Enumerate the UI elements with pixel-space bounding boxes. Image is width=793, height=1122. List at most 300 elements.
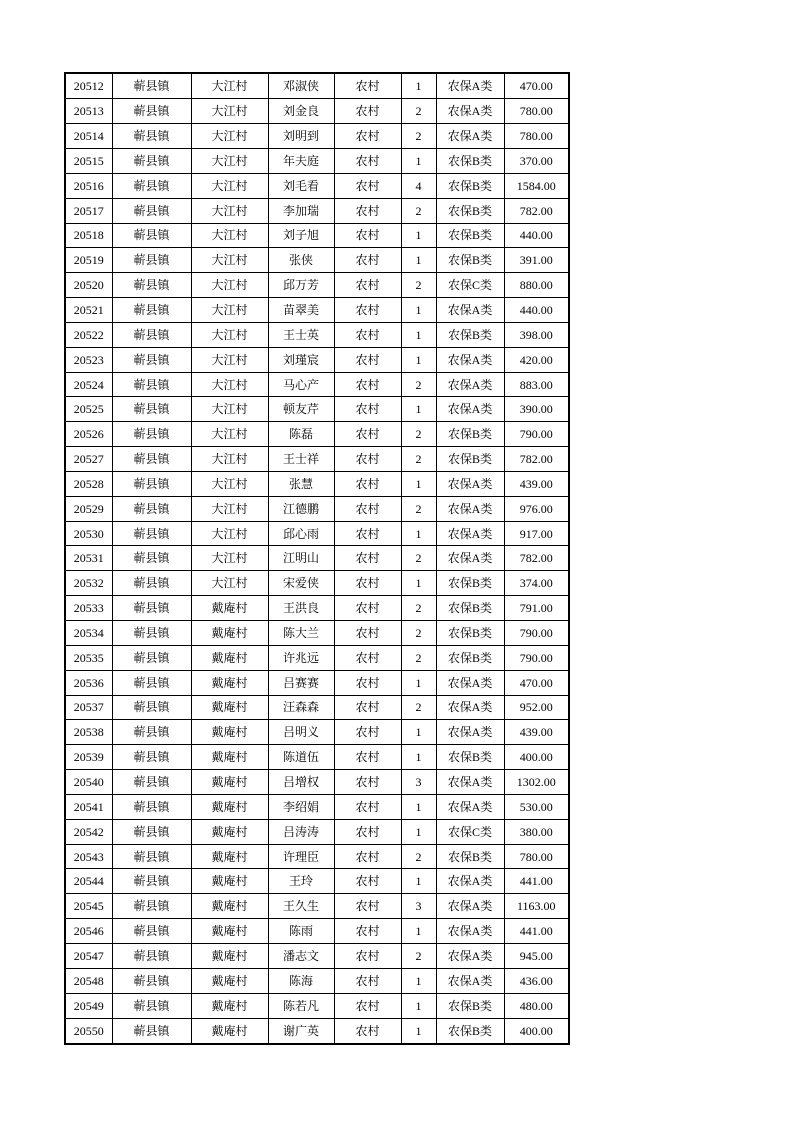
cell-name: 邓淑侠 xyxy=(268,73,334,99)
cell-name: 刘瑾宸 xyxy=(268,347,334,372)
cell-id: 20521 xyxy=(65,298,112,323)
cell-village: 大江村 xyxy=(191,273,268,298)
table-row xyxy=(65,745,569,770)
cell-count: 1 xyxy=(401,298,436,323)
cell-id: 20517 xyxy=(65,198,112,223)
cell-count: 1 xyxy=(401,720,436,745)
cell-category: 农保A类 xyxy=(436,496,504,521)
cell-id: 20532 xyxy=(65,571,112,596)
cell-id: 20543 xyxy=(65,844,112,869)
cell-residence: 农村 xyxy=(334,298,401,323)
cell-village: 戴庵村 xyxy=(191,819,268,844)
cell-name: 吕明义 xyxy=(268,720,334,745)
cell-residence: 农村 xyxy=(334,496,401,521)
cell-amount: 470.00 xyxy=(504,670,569,695)
table-row xyxy=(65,273,569,298)
cell-residence: 农村 xyxy=(334,471,401,496)
cell-village: 大江村 xyxy=(191,148,268,173)
cell-count: 1 xyxy=(401,571,436,596)
cell-residence: 农村 xyxy=(334,770,401,795)
cell-category: 农保C类 xyxy=(436,273,504,298)
cell-village: 大江村 xyxy=(191,422,268,447)
cell-village: 大江村 xyxy=(191,298,268,323)
cell-count: 2 xyxy=(401,422,436,447)
cell-id: 20515 xyxy=(65,148,112,173)
table-row xyxy=(65,844,569,869)
cell-id: 20534 xyxy=(65,621,112,646)
cell-name: 吕涛涛 xyxy=(268,819,334,844)
cell-village: 大江村 xyxy=(191,124,268,149)
cell-name: 马心产 xyxy=(268,372,334,397)
table-row xyxy=(65,621,569,646)
cell-id: 20549 xyxy=(65,993,112,1018)
cell-count: 1 xyxy=(401,869,436,894)
cell-count: 2 xyxy=(401,943,436,968)
cell-village: 大江村 xyxy=(191,447,268,472)
table-row xyxy=(65,447,569,472)
table-row xyxy=(65,596,569,621)
cell-id: 20546 xyxy=(65,919,112,944)
cell-town: 蕲县镇 xyxy=(112,223,191,248)
cell-residence: 农村 xyxy=(334,645,401,670)
cell-village: 大江村 xyxy=(191,347,268,372)
cell-residence: 农村 xyxy=(334,447,401,472)
cell-village: 戴庵村 xyxy=(191,993,268,1018)
cell-village: 戴庵村 xyxy=(191,770,268,795)
cell-amount: 791.00 xyxy=(504,596,569,621)
cell-residence: 农村 xyxy=(334,73,401,99)
table-row xyxy=(65,397,569,422)
cell-id: 20525 xyxy=(65,397,112,422)
cell-town: 蕲县镇 xyxy=(112,844,191,869)
cell-village: 戴庵村 xyxy=(191,1018,268,1044)
cell-amount: 441.00 xyxy=(504,919,569,944)
cell-town: 蕲县镇 xyxy=(112,621,191,646)
cell-amount: 391.00 xyxy=(504,248,569,273)
cell-residence: 农村 xyxy=(334,745,401,770)
cell-name: 陈海 xyxy=(268,968,334,993)
cell-name: 顿友芹 xyxy=(268,397,334,422)
cell-name: 李加瑞 xyxy=(268,198,334,223)
cell-category: 农保B类 xyxy=(436,223,504,248)
cell-amount: 1584.00 xyxy=(504,173,569,198)
cell-name: 汪森森 xyxy=(268,695,334,720)
cell-amount: 374.00 xyxy=(504,571,569,596)
cell-town: 蕲县镇 xyxy=(112,794,191,819)
cell-count: 1 xyxy=(401,347,436,372)
cell-amount: 439.00 xyxy=(504,720,569,745)
table-row xyxy=(65,770,569,795)
cell-id: 20512 xyxy=(65,73,112,99)
cell-category: 农保A类 xyxy=(436,720,504,745)
cell-village: 戴庵村 xyxy=(191,919,268,944)
table-row xyxy=(65,521,569,546)
table-body xyxy=(65,73,569,1044)
cell-category: 农保B类 xyxy=(436,447,504,472)
cell-residence: 农村 xyxy=(334,372,401,397)
cell-town: 蕲县镇 xyxy=(112,869,191,894)
cell-village: 戴庵村 xyxy=(191,894,268,919)
cell-residence: 农村 xyxy=(334,720,401,745)
cell-id: 20533 xyxy=(65,596,112,621)
cell-town: 蕲县镇 xyxy=(112,372,191,397)
cell-category: 农保A类 xyxy=(436,695,504,720)
cell-count: 1 xyxy=(401,819,436,844)
table-row xyxy=(65,819,569,844)
cell-town: 蕲县镇 xyxy=(112,1018,191,1044)
cell-town: 蕲县镇 xyxy=(112,695,191,720)
cell-residence: 农村 xyxy=(334,546,401,571)
cell-category: 农保A类 xyxy=(436,298,504,323)
cell-amount: 790.00 xyxy=(504,645,569,670)
cell-amount: 420.00 xyxy=(504,347,569,372)
cell-id: 20524 xyxy=(65,372,112,397)
table-row xyxy=(65,894,569,919)
cell-amount: 390.00 xyxy=(504,397,569,422)
cell-village: 戴庵村 xyxy=(191,869,268,894)
cell-category: 农保A类 xyxy=(436,521,504,546)
cell-residence: 农村 xyxy=(334,794,401,819)
cell-id: 20513 xyxy=(65,99,112,124)
cell-amount: 1163.00 xyxy=(504,894,569,919)
cell-amount: 782.00 xyxy=(504,447,569,472)
cell-id: 20542 xyxy=(65,819,112,844)
table-row xyxy=(65,794,569,819)
cell-town: 蕲县镇 xyxy=(112,745,191,770)
table-row xyxy=(65,571,569,596)
cell-residence: 农村 xyxy=(334,422,401,447)
cell-name: 王久生 xyxy=(268,894,334,919)
cell-village: 戴庵村 xyxy=(191,794,268,819)
cell-name: 邱万芳 xyxy=(268,273,334,298)
cell-category: 农保A类 xyxy=(436,894,504,919)
cell-id: 20526 xyxy=(65,422,112,447)
cell-category: 农保A类 xyxy=(436,546,504,571)
table-row xyxy=(65,372,569,397)
cell-amount: 370.00 xyxy=(504,148,569,173)
cell-id: 20538 xyxy=(65,720,112,745)
cell-town: 蕲县镇 xyxy=(112,571,191,596)
cell-town: 蕲县镇 xyxy=(112,322,191,347)
cell-category: 农保A类 xyxy=(436,869,504,894)
table-row xyxy=(65,99,569,124)
cell-residence: 农村 xyxy=(334,1018,401,1044)
cell-count: 2 xyxy=(401,496,436,521)
table-row xyxy=(65,993,569,1018)
cell-id: 20540 xyxy=(65,770,112,795)
cell-id: 20522 xyxy=(65,322,112,347)
cell-residence: 农村 xyxy=(334,397,401,422)
cell-name: 年夫庭 xyxy=(268,148,334,173)
cell-id: 20520 xyxy=(65,273,112,298)
cell-residence: 农村 xyxy=(334,347,401,372)
cell-id: 20518 xyxy=(65,223,112,248)
table-row xyxy=(65,869,569,894)
cell-amount: 782.00 xyxy=(504,546,569,571)
cell-count: 1 xyxy=(401,223,436,248)
cell-village: 大江村 xyxy=(191,99,268,124)
cell-village: 大江村 xyxy=(191,223,268,248)
cell-village: 戴庵村 xyxy=(191,596,268,621)
cell-count: 1 xyxy=(401,968,436,993)
cell-name: 王士祥 xyxy=(268,447,334,472)
cell-name: 吕赛赛 xyxy=(268,670,334,695)
cell-residence: 农村 xyxy=(334,621,401,646)
cell-id: 20545 xyxy=(65,894,112,919)
cell-residence: 农村 xyxy=(334,993,401,1018)
cell-village: 大江村 xyxy=(191,471,268,496)
cell-name: 陈雨 xyxy=(268,919,334,944)
cell-category: 农保A类 xyxy=(436,99,504,124)
cell-category: 农保B类 xyxy=(436,844,504,869)
cell-amount: 917.00 xyxy=(504,521,569,546)
cell-count: 1 xyxy=(401,248,436,273)
table-row xyxy=(65,943,569,968)
cell-name: 吕增权 xyxy=(268,770,334,795)
cell-residence: 农村 xyxy=(334,148,401,173)
cell-village: 大江村 xyxy=(191,372,268,397)
cell-village: 戴庵村 xyxy=(191,844,268,869)
cell-count: 4 xyxy=(401,173,436,198)
cell-count: 1 xyxy=(401,1018,436,1044)
cell-village: 大江村 xyxy=(191,322,268,347)
cell-category: 农保B类 xyxy=(436,148,504,173)
cell-count: 2 xyxy=(401,645,436,670)
table-row xyxy=(65,919,569,944)
cell-village: 戴庵村 xyxy=(191,745,268,770)
cell-village: 大江村 xyxy=(191,496,268,521)
cell-amount: 790.00 xyxy=(504,422,569,447)
cell-name: 江德鹏 xyxy=(268,496,334,521)
cell-category: 农保A类 xyxy=(436,919,504,944)
cell-category: 农保A类 xyxy=(436,670,504,695)
cell-town: 蕲县镇 xyxy=(112,124,191,149)
cell-amount: 439.00 xyxy=(504,471,569,496)
cell-category: 农保B类 xyxy=(436,248,504,273)
cell-name: 陈若凡 xyxy=(268,993,334,1018)
cell-count: 1 xyxy=(401,148,436,173)
cell-village: 戴庵村 xyxy=(191,695,268,720)
cell-count: 2 xyxy=(401,273,436,298)
cell-name: 许兆远 xyxy=(268,645,334,670)
cell-category: 农保A类 xyxy=(436,73,504,99)
cell-id: 20519 xyxy=(65,248,112,273)
cell-count: 1 xyxy=(401,322,436,347)
table-row xyxy=(65,645,569,670)
cell-id: 20535 xyxy=(65,645,112,670)
cell-id: 20516 xyxy=(65,173,112,198)
cell-name: 陈道伍 xyxy=(268,745,334,770)
cell-id: 20544 xyxy=(65,869,112,894)
cell-id: 20537 xyxy=(65,695,112,720)
cell-id: 20528 xyxy=(65,471,112,496)
benefits-table xyxy=(64,72,570,1045)
cell-count: 3 xyxy=(401,770,436,795)
cell-amount: 398.00 xyxy=(504,322,569,347)
cell-amount: 441.00 xyxy=(504,869,569,894)
cell-category: 农保B类 xyxy=(436,1018,504,1044)
cell-town: 蕲县镇 xyxy=(112,521,191,546)
cell-category: 农保A类 xyxy=(436,372,504,397)
cell-category: 农保A类 xyxy=(436,770,504,795)
cell-count: 2 xyxy=(401,695,436,720)
cell-village: 大江村 xyxy=(191,248,268,273)
cell-town: 蕲县镇 xyxy=(112,198,191,223)
cell-residence: 农村 xyxy=(334,968,401,993)
cell-town: 蕲县镇 xyxy=(112,670,191,695)
cell-category: 农保A类 xyxy=(436,471,504,496)
table-row xyxy=(65,546,569,571)
cell-amount: 945.00 xyxy=(504,943,569,968)
cell-id: 20530 xyxy=(65,521,112,546)
cell-residence: 农村 xyxy=(334,596,401,621)
cell-category: 农保B类 xyxy=(436,621,504,646)
cell-town: 蕲县镇 xyxy=(112,173,191,198)
cell-category: 农保A类 xyxy=(436,794,504,819)
cell-town: 蕲县镇 xyxy=(112,770,191,795)
cell-name: 刘明到 xyxy=(268,124,334,149)
table-row xyxy=(65,1018,569,1044)
table-row xyxy=(65,248,569,273)
cell-amount: 883.00 xyxy=(504,372,569,397)
cell-name: 李绍娟 xyxy=(268,794,334,819)
cell-count: 1 xyxy=(401,521,436,546)
table-row xyxy=(65,720,569,745)
cell-category: 农保A类 xyxy=(436,397,504,422)
table-row xyxy=(65,173,569,198)
cell-category: 农保B类 xyxy=(436,198,504,223)
cell-amount: 400.00 xyxy=(504,1018,569,1044)
cell-category: 农保B类 xyxy=(436,596,504,621)
cell-residence: 农村 xyxy=(334,919,401,944)
table-row xyxy=(65,198,569,223)
table-row xyxy=(65,968,569,993)
cell-category: 农保B类 xyxy=(436,571,504,596)
cell-residence: 农村 xyxy=(334,869,401,894)
cell-village: 戴庵村 xyxy=(191,720,268,745)
cell-town: 蕲县镇 xyxy=(112,248,191,273)
cell-amount: 790.00 xyxy=(504,621,569,646)
cell-town: 蕲县镇 xyxy=(112,471,191,496)
cell-amount: 782.00 xyxy=(504,198,569,223)
cell-id: 20536 xyxy=(65,670,112,695)
cell-name: 苗翠美 xyxy=(268,298,334,323)
cell-town: 蕲县镇 xyxy=(112,148,191,173)
cell-residence: 农村 xyxy=(334,322,401,347)
cell-id: 20550 xyxy=(65,1018,112,1044)
cell-amount: 436.00 xyxy=(504,968,569,993)
cell-name: 潘志文 xyxy=(268,943,334,968)
cell-name: 陈磊 xyxy=(268,422,334,447)
cell-village: 大江村 xyxy=(191,546,268,571)
cell-village: 大江村 xyxy=(191,198,268,223)
cell-count: 1 xyxy=(401,73,436,99)
cell-name: 王玲 xyxy=(268,869,334,894)
cell-category: 农保B类 xyxy=(436,422,504,447)
cell-amount: 440.00 xyxy=(504,223,569,248)
cell-name: 张侠 xyxy=(268,248,334,273)
cell-count: 3 xyxy=(401,894,436,919)
cell-name: 王士英 xyxy=(268,322,334,347)
cell-category: 农保B类 xyxy=(436,322,504,347)
cell-residence: 农村 xyxy=(334,124,401,149)
table-row xyxy=(65,73,569,99)
cell-residence: 农村 xyxy=(334,248,401,273)
cell-id: 20547 xyxy=(65,943,112,968)
cell-village: 戴庵村 xyxy=(191,621,268,646)
cell-count: 2 xyxy=(401,124,436,149)
cell-name: 刘金良 xyxy=(268,99,334,124)
cell-name: 王洪良 xyxy=(268,596,334,621)
cell-residence: 农村 xyxy=(334,521,401,546)
cell-town: 蕲县镇 xyxy=(112,422,191,447)
cell-count: 2 xyxy=(401,596,436,621)
table-row xyxy=(65,496,569,521)
cell-town: 蕲县镇 xyxy=(112,273,191,298)
cell-count: 1 xyxy=(401,471,436,496)
table-row xyxy=(65,695,569,720)
cell-amount: 440.00 xyxy=(504,298,569,323)
cell-amount: 400.00 xyxy=(504,745,569,770)
cell-count: 1 xyxy=(401,397,436,422)
table-row xyxy=(65,124,569,149)
cell-count: 1 xyxy=(401,670,436,695)
cell-count: 2 xyxy=(401,447,436,472)
cell-town: 蕲县镇 xyxy=(112,894,191,919)
cell-category: 农保A类 xyxy=(436,943,504,968)
cell-amount: 1302.00 xyxy=(504,770,569,795)
cell-id: 20529 xyxy=(65,496,112,521)
cell-town: 蕲县镇 xyxy=(112,496,191,521)
cell-id: 20539 xyxy=(65,745,112,770)
cell-town: 蕲县镇 xyxy=(112,397,191,422)
cell-town: 蕲县镇 xyxy=(112,720,191,745)
cell-count: 1 xyxy=(401,745,436,770)
cell-town: 蕲县镇 xyxy=(112,546,191,571)
table-row xyxy=(65,148,569,173)
cell-id: 20548 xyxy=(65,968,112,993)
cell-count: 2 xyxy=(401,198,436,223)
cell-residence: 农村 xyxy=(334,695,401,720)
cell-name: 谢广英 xyxy=(268,1018,334,1044)
cell-town: 蕲县镇 xyxy=(112,99,191,124)
cell-category: 农保A类 xyxy=(436,347,504,372)
cell-town: 蕲县镇 xyxy=(112,919,191,944)
cell-village: 戴庵村 xyxy=(191,968,268,993)
cell-residence: 农村 xyxy=(334,99,401,124)
cell-residence: 农村 xyxy=(334,273,401,298)
cell-amount: 952.00 xyxy=(504,695,569,720)
table-row xyxy=(65,298,569,323)
cell-id: 20514 xyxy=(65,124,112,149)
cell-category: 农保B类 xyxy=(436,993,504,1018)
table-row xyxy=(65,670,569,695)
cell-village: 大江村 xyxy=(191,73,268,99)
cell-town: 蕲县镇 xyxy=(112,347,191,372)
cell-amount: 530.00 xyxy=(504,794,569,819)
cell-town: 蕲县镇 xyxy=(112,943,191,968)
cell-category: 农保C类 xyxy=(436,819,504,844)
cell-amount: 780.00 xyxy=(504,99,569,124)
cell-amount: 470.00 xyxy=(504,73,569,99)
cell-village: 戴庵村 xyxy=(191,645,268,670)
cell-category: 农保B类 xyxy=(436,645,504,670)
cell-count: 1 xyxy=(401,794,436,819)
cell-count: 2 xyxy=(401,546,436,571)
cell-residence: 农村 xyxy=(334,670,401,695)
cell-count: 1 xyxy=(401,919,436,944)
cell-residence: 农村 xyxy=(334,198,401,223)
